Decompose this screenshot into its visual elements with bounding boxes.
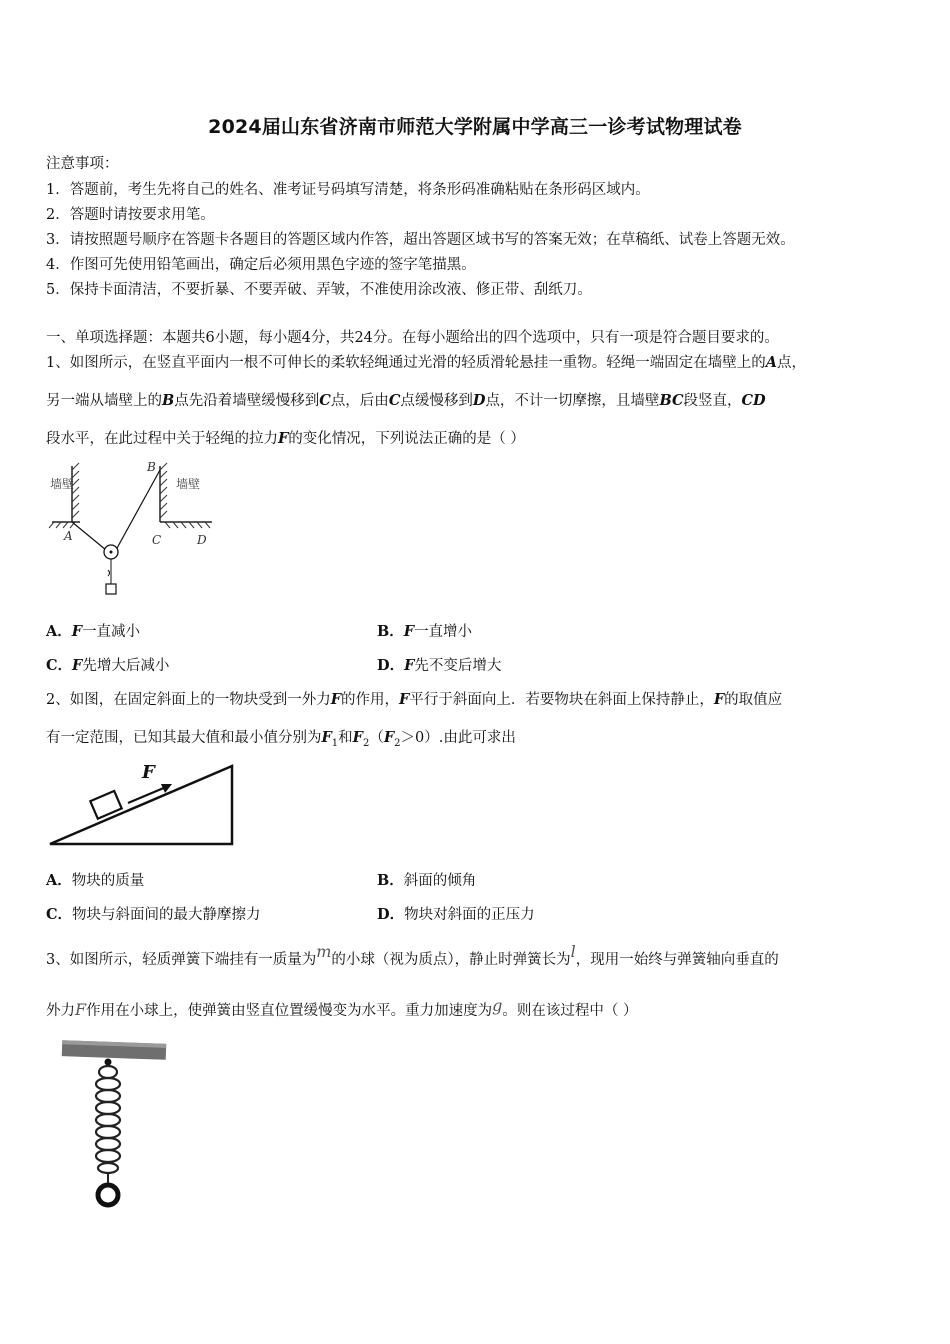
- q1-figure: [44, 458, 224, 600]
- q1-option-d[interactable]: D．F先不变后增大: [377, 657, 502, 674]
- q2-figure: [44, 758, 238, 850]
- section-heading: 一、单项选择题：本题共6小题，每小题4分，共24分。在每小题给出的四个选项中，只有一项是符合题目要求的。: [46, 330, 779, 346]
- q1-option-a[interactable]: A．F一直减小: [46, 623, 141, 640]
- notice-item: 3．请按照题号顺序在答题卡各题目的答题区域内作答，超出答题区域书写的答案无效；在草稿纸、试卷上答题无效。: [46, 232, 795, 248]
- notice-heading: 注意事项：: [46, 156, 119, 172]
- q1-stem-line2: 另一端从墙壁上的B点先沿着墙壁缓慢移到C点，后由C点缓慢移到D点，不计一切摩擦，且墙壁BC段竖直，CD: [46, 392, 766, 409]
- force-label: F: [142, 762, 155, 783]
- point-label-a: A: [64, 529, 73, 543]
- point-label-d: D: [197, 533, 207, 547]
- q1-stem-line3: 段水平，在此过程中关于轻绳的拉力F的变化情况，下列说法正确的是（ ）: [46, 430, 525, 447]
- point-label-c: C: [152, 533, 162, 547]
- wall-label-right: 墙壁: [176, 477, 201, 491]
- q2-option-c[interactable]: C．物块与斜面间的最大静摩擦力: [46, 906, 261, 923]
- q3-stem-line2: 外力F作用在小球上，使弹簧由竖直位置缓慢变为水平。重力加速度为g。则在该过程中（ ）: [46, 996, 638, 1019]
- page-title: 2024届山东省济南市师范大学附属中学高三一诊考试物理试卷: [208, 116, 742, 138]
- wall-label-left: 墙壁: [50, 477, 75, 491]
- q2-option-d[interactable]: D．物块对斜面的正压力: [377, 906, 535, 923]
- q1-option-b[interactable]: B．F一直增小: [377, 623, 473, 640]
- q2-stem-line1: 2、如图，在固定斜面上的一物块受到一外力F的作用，F平行于斜面向上．若要物块在斜面上保持静止，F的取值应: [46, 691, 783, 708]
- notice-item: 1．答题前，考生先将自己的姓名、准考证号码填写清楚，将条形码准确粘贴在条形码区域内。: [46, 182, 650, 198]
- q2-option-a[interactable]: A．物块的质量: [46, 872, 145, 889]
- q1-option-c[interactable]: C．F先增大后减小: [46, 657, 170, 674]
- notice-item: 5．保持卡面清洁，不要折暴、不要弄破、弄皱，不准使用涂改液、修正带、刮纸刀。: [46, 282, 592, 298]
- q2-option-b[interactable]: B．斜面的倾角: [377, 872, 477, 889]
- q1-stem-line1: 1、如图所示，在竖直平面内一根不可伸长的柔软轻绳通过光滑的轻质滑轮悬挂一重物。轻绳一端固定在墙壁上的A点，: [46, 354, 806, 371]
- q3-figure: [56, 1036, 176, 1212]
- point-label-b: B: [147, 460, 156, 474]
- q3-stem-line1: 3、如图所示，轻质弹簧下端挂有一质量为m的小球（视为质点），静止时弹簧长为l，现用一始终与弹簧轴向垂直的: [46, 942, 779, 968]
- notice-item: 4．作图可先使用铅笔画出，确定后必须用黑色字迹的签字笔描黑。: [46, 257, 476, 273]
- notice-item: 2．答题时请按要求用笔。: [46, 207, 215, 223]
- q2-stem-line2: 有一定范围，已知其最大值和最小值分别为$F_1$和$F_2(F_2>0)$.由此可求出: [46, 729, 516, 749]
